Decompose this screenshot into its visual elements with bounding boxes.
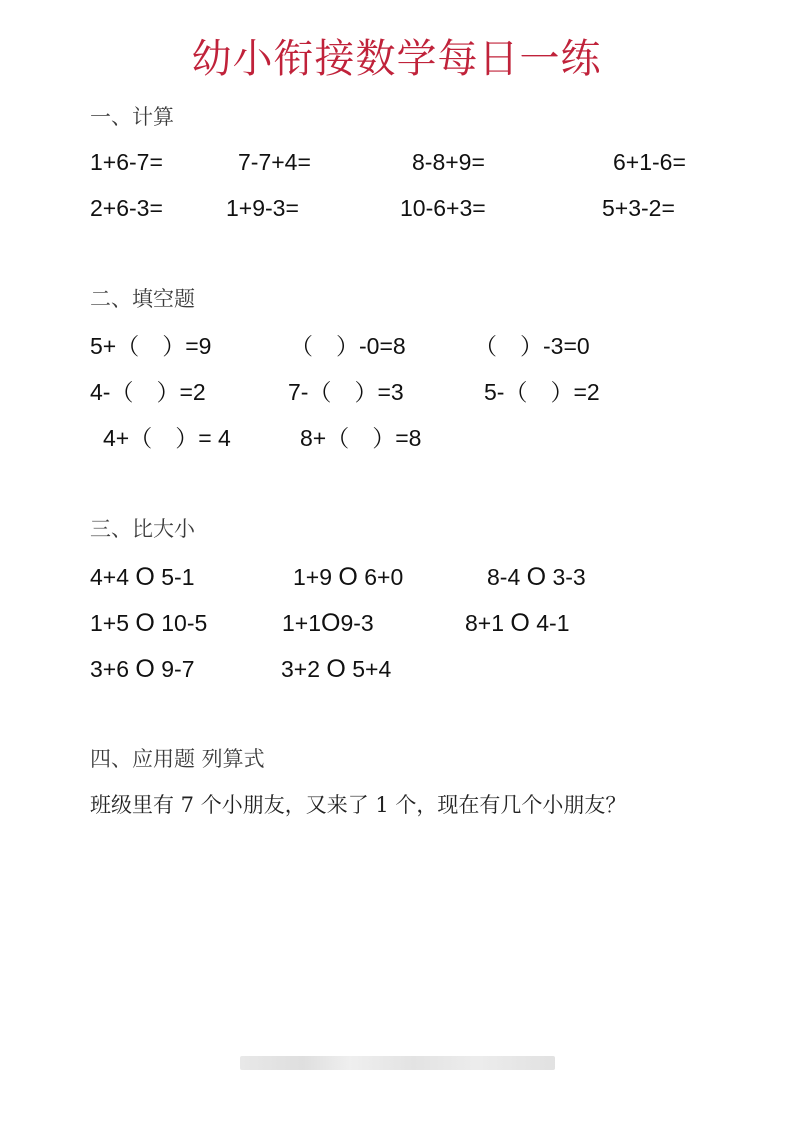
fill-blank-problem: 8+（ ）=8 [300,425,422,451]
fill-blank-problem: 7-（ ）=3 [288,379,404,405]
compare-left: 1+1 [282,610,322,636]
compare-circle-blank: O [135,563,155,591]
compare-problem [90,608,207,638]
compare-circle-blank: O [321,609,341,637]
compare-left: 8+1 [465,610,511,636]
compare-right: 10-5 [154,610,208,636]
compare-circle-blank: O [135,655,155,683]
calc-problem: 6+1-6= [613,149,686,175]
compare-problem [487,562,586,592]
calc-problem: 1+6-7= [90,149,163,175]
compare-right: 9-3 [340,610,374,636]
fill-blank-problem: 4-（ ）=2 [90,379,206,405]
compare-left: 1+9 [293,564,339,590]
compare-problem [90,654,195,684]
calc-problem: 8-8+9= [412,149,485,175]
fill-blank-problem: 5-（ ）=2 [484,379,600,405]
compare-right: 4-1 [529,610,570,636]
section-heading-compare: 三、比大小 [90,517,195,541]
compare-right: 3-3 [546,564,586,590]
word-problem-question: 班级里有 7 个小朋友，又来了 1 个，现在有几个小朋友？ [90,793,627,817]
compare-circle-blank: O [526,563,547,591]
calc-problem: 7-7+4= [238,149,311,175]
compare-circle-blank: O [338,563,358,591]
compare-right: 5-1 [154,564,195,590]
compare-left: 1+5 [90,610,136,636]
compare-right: 5+4 [345,656,392,682]
fill-blank-problem: （ ）-0=8 [290,333,406,359]
calc-problem: 5+3-2= [602,195,675,221]
section-heading-calc: 一、计算 [90,105,174,129]
fill-blank-problem: 4+（ ）= 4 [103,425,231,451]
compare-problem [282,608,374,638]
section-heading-word-problem: 四、应用题 列算式 [90,747,265,771]
compare-circle-blank: O [135,609,155,637]
fill-blank-problem: 5+（ ）=9 [90,333,212,359]
compare-circle-blank: O [510,609,530,637]
blurred-footer-watermark [240,1056,555,1070]
compare-left: 3+6 [90,656,136,682]
section-heading-fill: 二、填空题 [90,287,195,311]
compare-left: 4+4 [90,564,136,590]
compare-left: 8-4 [487,564,527,590]
worksheet-title: 幼小衔接数学每日一练 [191,36,602,82]
compare-circle-blank: O [326,655,346,683]
compare-problem [90,562,195,592]
calc-problem: 10-6+3= [400,195,486,221]
compare-problem [465,608,570,638]
compare-right: 6+0 [357,564,404,590]
calc-problem: 1+9-3= [226,195,299,221]
compare-problem [281,654,391,684]
compare-right: 9-7 [154,656,195,682]
fill-blank-problem: （ ）-3=0 [474,333,590,359]
compare-problem [293,562,403,592]
calc-problem: 2+6-3= [90,195,163,221]
compare-left: 3+2 [281,656,327,682]
